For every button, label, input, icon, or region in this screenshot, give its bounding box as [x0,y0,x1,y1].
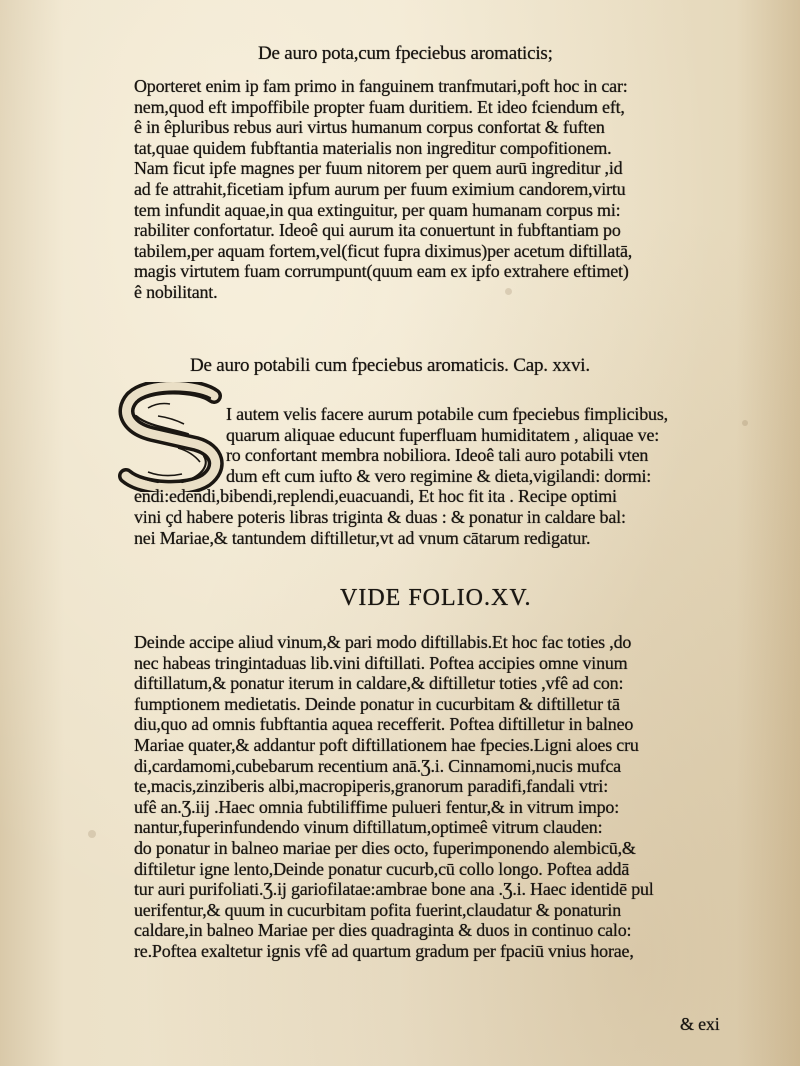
text-line: ad fe attrahit,ficetiam ipfum aurum per fuum eximium candorem,virtu [134,178,626,199]
text-line: Mariae quater,& addantur poft diftillationem hae fpecies.Ligni aloes cru [134,734,639,755]
section-heading: De auro pota,cum fpeciebus aromaticis; [258,44,553,64]
text-line: fumptionem medietatis. Deinde ponatur in cucurbitam & diftilletur tā [134,693,620,714]
paragraph-3 [134,632,774,962]
catchword: & exi [680,1014,720,1034]
text-line: uerifentur,& quum in cucurbitam pofita fuerint,claudatur & ponaturin [134,899,622,920]
text-line: quarum aliquae educunt fuperfluam humiditatem , aliquae ve: [226,424,660,445]
text-line: do ponatur in balneo mariae per dies octo, fuperimponendo alembicū,& [134,837,636,858]
text-line: tur auri purifoliati.Ʒ.ij gariofilatae:ambrae bone ana .Ʒ.i. Haec identidē pul [134,879,654,900]
paragraph-1 [134,76,774,303]
paragraph-2 [134,404,774,548]
text-line: nei Mariae,& tantundem diftilletur,vt ad vnum cātarum redigatur. [134,527,591,548]
text-line: endi:edendi,bibendi,replendi,euacuandi, Et hoc fit ita . Recipe optimi [134,486,617,507]
text-line: diu,quo ad omnis fubftantia aquea recefferit. Poftea diftilletur in balneo [134,714,634,735]
text-line: nantur,fuperinfundendo vinum diftillatum,optimeê vitrum clauden: [134,817,603,838]
text-line: te,macis,zinziberis albi,macropiperis,granorum paradifi,fandali vtri: [134,776,609,797]
text-line: ê in êpluribus rebus auri virtus humanum corpus confortat & fuften [134,117,605,138]
text-line: tat,quae quidem fubftantia materialis non ingreditur compofitionem. [134,137,612,158]
text-line: tem infundit aquae,in qua extinguitur, per quam humanam corpus mi: [134,199,621,220]
text-line: ufê an.Ʒ.iij .Haec omnia fubtiliffime pulueri fentur,& in vitrum impo: [134,796,620,817]
cross-reference-note: VIDE FOLIO.XV. [340,588,532,609]
text-line: rabiliter confortatur. Ideoê qui aurum ita conuertunt in fubftantiam po [134,220,621,241]
text-line: dum eft cum iufto & vero regimine & dieta,vigilandi: dormi: [226,465,652,486]
text-line: Nam ficut ipfe magnes per fuum nitorem per quem aurū ingreditur ,id [134,158,623,179]
text-line: ro confortant membra nobiliora. Ideoê tali auro potabili vten [226,445,649,466]
text-line: diftillatum,& ponatur iterum in caldare,& diftilletur toties ,vfê ad con: [134,673,624,694]
text-line: caldare,in balneo Mariae per dies quadraginta & duos in continuo calo: [134,920,632,941]
text-line: magis virtutem fuam corrumpunt(quum eam ex ipfo extrahere eftimet) [134,261,629,282]
text-line: re.Poftea exaltetur ignis vfê ad quartum gradum per fpaciū vnius horae, [134,940,634,961]
text-line: Oporteret enim ip fam primo in fanguinem tranfmutari,poft hoc in car: [134,76,628,96]
page-stain [88,830,96,838]
chapter-heading: De auro potabili cum fpeciebus aromaticis. Cap. xxvi. [190,356,590,376]
text-line: tabilem,per aquam fortem,vel(ficut fupra diximus)per acetum diftillatā, [134,240,633,261]
text-line: nem,quod eft impoffibile propter fuam duritiem. Et ideo fciendum eft, [134,96,625,117]
text-line: diftiletur igne lento,Deinde ponatur cucurb,cū collo longo. Poftea addā [134,858,630,879]
text-line: I autem velis facere aurum potabile cum fpeciebus fimplicibus, [226,404,668,424]
text-line: ê nobilitant. [134,281,218,302]
text-line: nec habeas tringintaduas lib.vini diftillati. Poftea accipies omne vinum [134,652,628,673]
text-line: vini çd habere poteris libras triginta & duas : & ponatur in caldare bal: [134,506,626,527]
text-line: Deinde accipe aliud vinum,& pari modo diftillabis.Et hoc fac toties ,do [134,632,632,652]
text-line: di,cardamomi,cubebarum recentium anā.Ʒ.i. Cinnamomi,nucis mufca [134,755,621,776]
